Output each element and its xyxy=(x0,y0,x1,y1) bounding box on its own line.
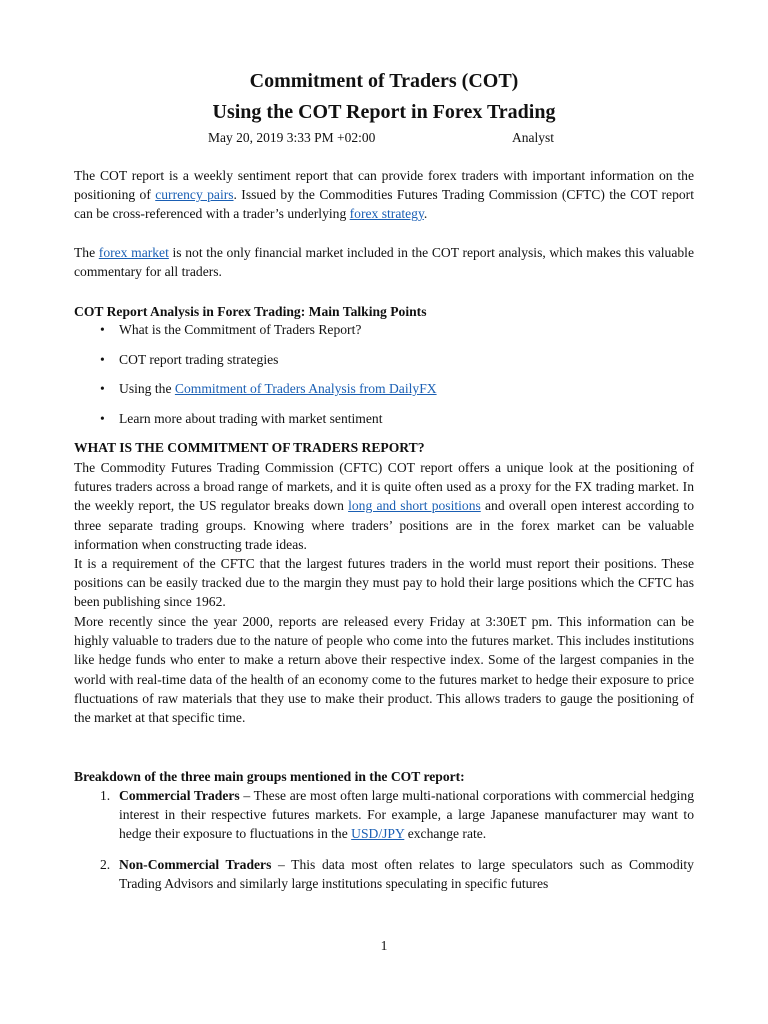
link-cot-analysis-dailyfx[interactable]: Commitment of Traders Analysis from DailyFX xyxy=(174,381,437,396)
intro-paragraph-2: The forex market is not the only financial market included in the COT report analysis, which makes this valuable commentary for all traders. xyxy=(74,245,694,280)
document-subtitle: Using the COT Report in Forex Trading xyxy=(212,101,556,123)
list-item: 1. Commercial Traders – These are most often large multi-national corporations with commercial hedging interest in their respective futures markets. For example, a large Japanese manufacturer may want to hedge their exposure to fluctuations in the USD/JPY exchange rate. xyxy=(100,788,694,842)
intro-paragraph-1: The COT report is a weekly sentiment report that can provide forex traders with important information on the positioning of currency pairs. Issued by the Commodities Futures Trading Commission (CFTC) the COT report can be cross-referenced with a trader’s underlying forex strategy. xyxy=(74,168,694,222)
link-usdjpy[interactable]: USD/JPY xyxy=(351,826,405,842)
list-item: 2. Non-Commercial Traders – This data most often relates to large speculators such as Commodity Trading Advisors and similarly large institutions speculating in specific futures xyxy=(100,856,694,891)
list-item: • Learn more about trading with market sentiment xyxy=(100,410,383,426)
section-heading-cot: WHAT IS THE COMMITMENT OF TRADERS REPORT? xyxy=(74,440,425,455)
publish-date: May 20, 2019 3:33 PM +02:00 xyxy=(208,130,376,145)
talking-points-list xyxy=(100,320,437,438)
document-title: Commitment of Traders (COT) xyxy=(249,70,519,92)
link-forex-strategy[interactable]: forex strategy xyxy=(349,206,424,222)
section1-paragraph-1: The Commodity Futures Trading Commission (CFTC) COT report offers a unique look at the positioning of futures traders across a broad range of markets, and it is quite often used as a proxy for the FX trading market. In the weekly report, the US regulator breaks down long and short positions and overall open interest according to three separate trading groups. Knowing where traders’ positions are in the forex market can be valuable information when constructing trade ideas. xyxy=(74,460,694,552)
breakdown-list xyxy=(74,786,694,893)
author-name: Analyst xyxy=(512,130,554,145)
section1-paragraph-2: It is a requirement of the CFTC that the largest futures traders in the world must report their positions. These positions can be easily tracked due to the margin they must pay to hold their large positions which the CFTC has been publishing since 1962. xyxy=(74,556,694,610)
link-currency-pairs[interactable]: currency pairs xyxy=(155,187,234,203)
link-long-short-positions[interactable]: long and short positions xyxy=(348,498,481,514)
breakdown-heading: Breakdown of the three main groups mentioned in the COT report: xyxy=(74,769,465,784)
section1-paragraph-3: More recently since the year 2000, reports are released every Friday at 3:30ET pm. This information can be highly valuable to traders due to the nature of people who come into the futures market. This includes institutions like hedge funds who enter to make a return above their respective index. Some of the largest companies in the world with real-time data of the health of an economy come to the futures market to hedge their exposure to price fluctuations of raw materials that they use to make their product. This allows traders to gauge the positioning of the market at that specific time. xyxy=(74,614,694,726)
list-item: • COT report trading strategies xyxy=(100,351,279,367)
list-item: • What is the Commitment of Traders Report? xyxy=(100,322,362,337)
page-number: 1 xyxy=(380,938,388,953)
link-forex-market[interactable]: forex market xyxy=(98,245,169,260)
list-item: • Using the Commitment of Traders Analysis from DailyFX xyxy=(100,381,437,396)
talking-points-heading: COT Report Analysis in Forex Trading: Main Talking Points xyxy=(74,304,427,319)
